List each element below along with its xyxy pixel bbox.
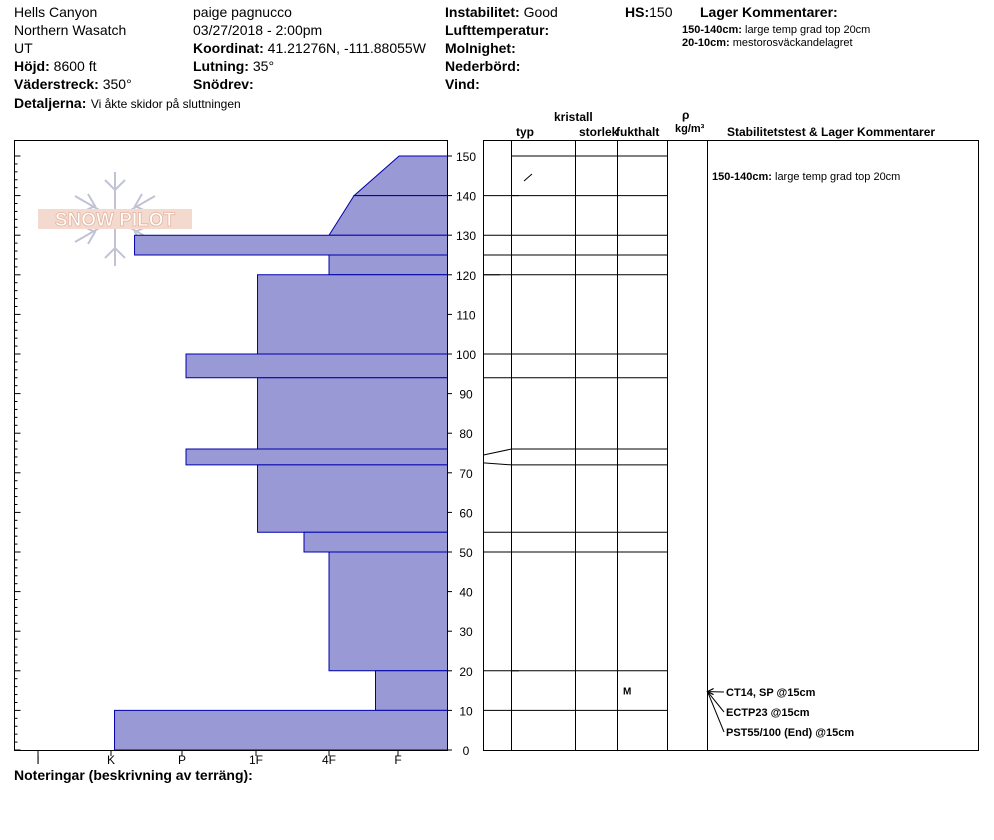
col-rho: ρ — [682, 108, 690, 122]
hardness-tick-label: F — [394, 753, 402, 767]
instability-label: Instabilitet: — [445, 4, 520, 20]
state: UT — [14, 40, 33, 56]
aspect-label: Väderstreck: — [14, 76, 99, 92]
depth-tick-label: 150 — [455, 150, 477, 164]
precip-label: Nederbörd: — [445, 58, 521, 74]
depth-tick-label: 100 — [455, 348, 477, 362]
hardness-layer — [329, 196, 447, 236]
layer-comments-title: Lager Kommentarer: — [700, 4, 838, 20]
layer-comment-depth: 150-140cm: — [682, 24, 742, 36]
depth-tick-label: 20 — [459, 664, 473, 679]
hardness-profile — [115, 156, 447, 750]
snowdrift-label: Snödrev: — [193, 76, 254, 92]
hardness-tick-label: K — [106, 753, 116, 767]
cloud-label: Molnighet: — [445, 40, 516, 56]
col-stability: Stabilitetstest & Lager Kommentarer — [727, 125, 936, 139]
hardness-tick-label: 4F — [321, 753, 337, 767]
depth-tick-label: 120 — [455, 268, 477, 283]
hardness-tick-label: 1F — [248, 753, 264, 767]
moisture-mark: M — [623, 686, 632, 698]
depth-tick-label: 60 — [459, 506, 473, 521]
aspect-value: 350° — [102, 76, 132, 92]
hardness-layer — [115, 710, 447, 750]
elevation-value: 8600 ft — [53, 58, 97, 74]
depth-tick-label: 40 — [459, 585, 473, 600]
region: Northern Wasatch — [14, 22, 127, 38]
hardness-layer — [329, 552, 447, 671]
elevation-label: Höjd: — [14, 58, 50, 74]
hardness-layer — [304, 532, 447, 552]
depth-tick-label: 50 — [459, 546, 473, 560]
details-label: Detaljerna: — [14, 95, 87, 111]
layer-connector — [484, 463, 512, 465]
table-border — [484, 141, 979, 751]
hardness-tick-label: P — [177, 753, 187, 767]
hardness-layer — [186, 354, 447, 378]
coord-label: Koordinat: — [193, 40, 264, 56]
hardness-layer — [354, 156, 447, 196]
depth-tick-label: 80 — [459, 427, 473, 442]
hs-value: 150 — [649, 4, 673, 20]
slope-value: 35° — [252, 58, 275, 74]
coord-value: 41.21276N, -111.88055W — [267, 40, 426, 56]
col-crystal: kristall — [554, 110, 593, 124]
hardness-layer — [186, 449, 447, 465]
wind-label: Vind: — [445, 76, 480, 92]
test-arrow-line — [708, 692, 725, 712]
stability-test: PST55/100 (End) @15cm — [726, 727, 855, 739]
depth-tick-label: 90 — [459, 387, 473, 402]
hardness-axis — [36, 750, 401, 767]
depth-tick-label: 30 — [459, 625, 473, 640]
crystal-table — [484, 141, 979, 751]
layer-comment-text: mestorosväckandelagret — [732, 37, 853, 49]
stability-test: CT14, SP @15cm — [726, 687, 816, 699]
datetime: 03/27/2018 - 2:00pm — [193, 22, 323, 38]
stability-tests — [708, 687, 855, 739]
stability-note — [712, 171, 900, 183]
observer: paige pagnucco — [193, 4, 292, 20]
depth-tick-label: 10 — [459, 704, 473, 719]
col-moisture: fukthalt — [616, 125, 660, 139]
grain-type-icon — [524, 174, 532, 181]
hardness-layer — [258, 378, 447, 449]
hardness-layer — [376, 671, 448, 711]
logo-text: SNOW PILOT — [54, 210, 176, 231]
hardness-layer — [135, 235, 447, 255]
location: Hells Canyon — [14, 4, 98, 20]
depth-tick-label: 130 — [455, 229, 477, 244]
terrain-notes-label: Noteringar (beskrivning av terräng): — [14, 767, 253, 783]
layer-comment-depth: 20-10cm: — [682, 37, 730, 49]
hs-label: HS: — [625, 4, 650, 20]
col-size: storlek — [579, 125, 619, 139]
details-value: Vi åkte skidor på sluttningen — [90, 97, 241, 111]
hardness-layer — [258, 275, 447, 354]
layer-comment-text: large temp grad top 20cm — [745, 24, 871, 36]
hardness-tick-label: I — [36, 753, 40, 767]
airtemp-label: Lufttemperatur: — [445, 22, 550, 38]
depth-tick-label: 110 — [456, 308, 476, 323]
layer-connector — [484, 449, 512, 455]
stability-note-text: large temp grad top 20cm — [775, 170, 901, 183]
depth-tick-label: 0 — [462, 744, 470, 758]
depth-tick-label: 70 — [459, 466, 473, 481]
col-type: typ — [516, 125, 534, 139]
instability-value: Good — [523, 4, 558, 20]
hardness-layer — [258, 465, 447, 532]
hardness-layer — [329, 255, 447, 275]
slope-label: Lutning: — [193, 58, 249, 74]
depth-axis — [447, 150, 476, 758]
col-density-unit: kg/m³ — [675, 123, 705, 135]
stability-test: ECTP23 @15cm — [726, 707, 810, 719]
test-arrow-line — [708, 692, 725, 732]
depth-tick-label: 140 — [455, 189, 477, 204]
stability-note-depth: 150-140cm: — [712, 170, 775, 183]
stability-notes — [712, 171, 900, 183]
